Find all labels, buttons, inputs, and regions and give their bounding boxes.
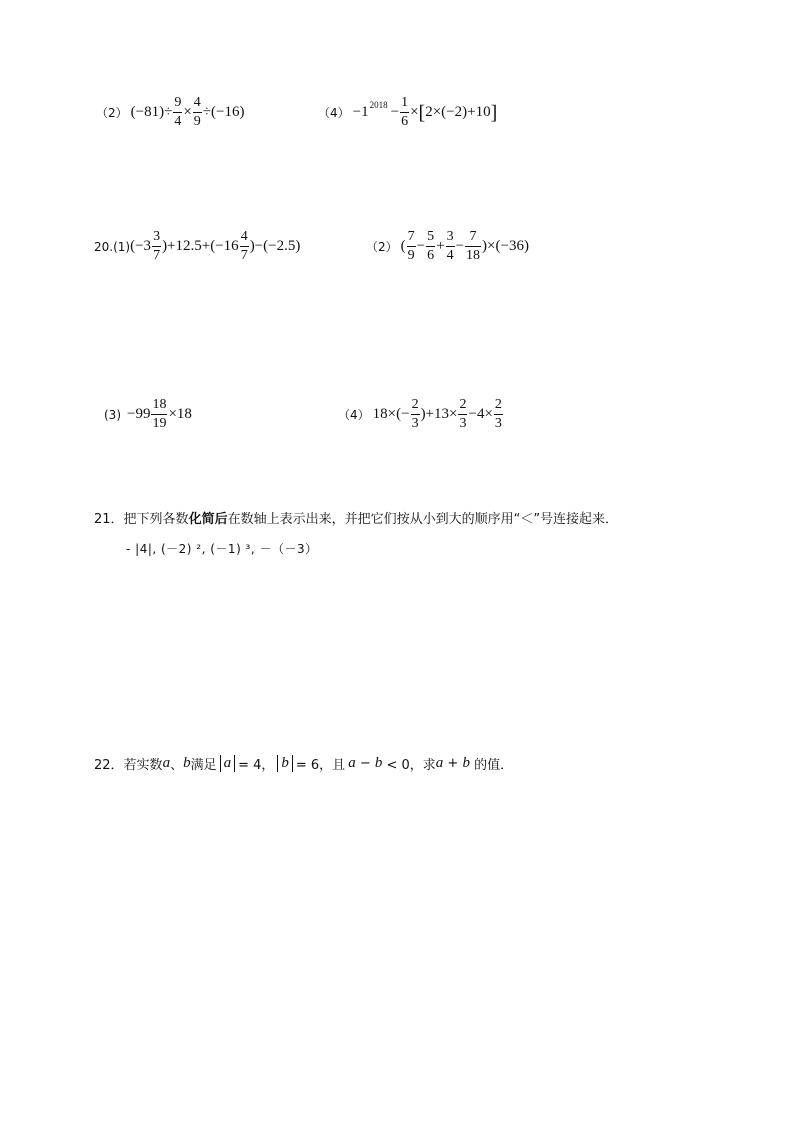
expr-text: 2×(−2)+10 [425, 104, 491, 120]
prompt-text: 把下列各数 [123, 512, 189, 527]
expr-text: − [416, 238, 426, 254]
question-number: 21． [94, 512, 124, 527]
expr-text: × [410, 104, 419, 120]
part-label: (1) [113, 239, 131, 254]
expr-text: − [455, 238, 465, 254]
fraction: $\frac{5}{6}$ [427, 229, 435, 263]
q20-part1 [94, 230, 300, 263]
cond-b: b [374, 755, 383, 771]
prompt-text: 在数轴上表示出来，并把它们按从小到大的顺序用“＜”号连接起来． [227, 512, 619, 527]
abs-a: a [220, 755, 236, 772]
expr-text: (−81)÷ [130, 104, 173, 120]
expr-text: )−(−2.5) [249, 238, 301, 254]
sum-b: b [462, 755, 470, 771]
expr-text: )×(−36) [482, 238, 529, 254]
cond-a: a [348, 755, 356, 771]
fraction: $\frac{3}{7}$ [153, 229, 161, 263]
fraction: $\frac{4}{7}$ [240, 229, 248, 263]
q19-part2 [96, 96, 244, 129]
q21-prompt [94, 508, 618, 527]
expr-text: × [183, 104, 192, 120]
prompt-text: < 0，求 [382, 758, 436, 773]
expr-text: ( [400, 238, 406, 254]
q20-part3 [104, 398, 192, 431]
prompt-text: = 6，且 [295, 758, 346, 773]
part-label: （2） [96, 106, 128, 120]
fraction: $\frac{1}{6}$ [401, 95, 409, 129]
expr-text: )+12.5+(−16 [162, 238, 239, 254]
expr-text: 18×(− [372, 406, 410, 422]
prompt-text: 满足 [190, 758, 217, 773]
var-a: a [162, 755, 171, 771]
expr-text: + [436, 238, 445, 254]
q22-prompt [94, 754, 513, 773]
fraction: $\frac{7}{18}$ [466, 229, 481, 263]
expr-text: −1 [352, 104, 369, 120]
prompt-text: = 4， [238, 758, 275, 773]
q20-part4 [338, 398, 504, 431]
prompt-text: 若实数 [123, 758, 163, 773]
expr-text: ×18 [168, 406, 192, 422]
q21-number-list: - |4|, (－2) ², (－1) ³, －（－3） [126, 542, 318, 556]
expr-text: (−3 [130, 238, 152, 254]
fraction: $\frac{4}{9}$ [193, 95, 201, 129]
expr-text: − [390, 104, 400, 120]
expr-text: )+13× [420, 406, 458, 422]
fraction: $\frac{18}{19}$ [152, 397, 167, 431]
abs-b: b [277, 755, 293, 772]
fraction: $\frac{3}{4}$ [446, 229, 454, 263]
question-number: 22． [94, 758, 124, 773]
right-bracket: ] [490, 101, 498, 124]
part-label: （4） [318, 106, 350, 120]
sum-a: a [435, 755, 444, 771]
expr-text: −4× [468, 406, 493, 422]
fraction: $\frac{2}{3}$ [411, 397, 419, 431]
part-label: (3) [104, 407, 121, 422]
left-bracket: [ [418, 101, 426, 124]
prompt-emphasis: 化简后 [188, 512, 228, 527]
question-number: 20. [94, 239, 114, 254]
fraction: $\frac{2}{3}$ [494, 397, 502, 431]
part-label: （4） [338, 408, 370, 422]
expr-text: ÷(−16) [202, 104, 245, 120]
prompt-text: 的值． [469, 758, 514, 773]
sum-plus: + [443, 756, 463, 771]
separator: 、 [170, 758, 184, 773]
q20-part2 [366, 230, 529, 263]
expr-text: −99 [127, 406, 151, 422]
q19-part4 [318, 96, 497, 129]
part-label: （2） [366, 240, 398, 254]
var-b: b [183, 755, 191, 771]
fraction: $\frac{2}{3}$ [459, 397, 467, 431]
fraction: $\frac{7}{9}$ [407, 229, 415, 263]
fraction: $\frac{9}{4}$ [174, 95, 182, 129]
exponent: 2018 [369, 99, 388, 110]
cond-minus: − [355, 756, 375, 771]
